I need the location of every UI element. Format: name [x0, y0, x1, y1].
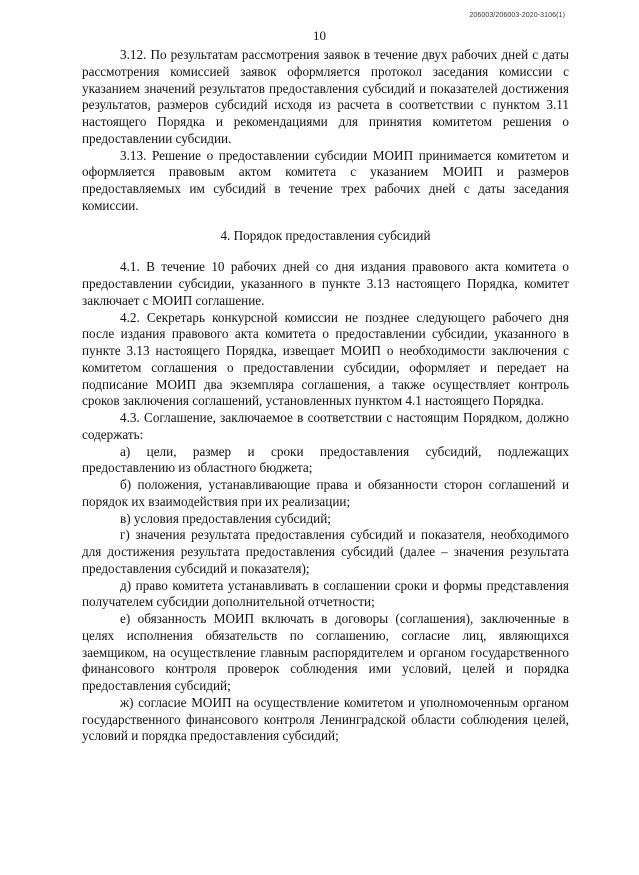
paragraph-4-3: 4.3. Соглашение, заключаемое в соответствии с настоящим Порядком, должно содержать: — [82, 410, 569, 442]
page-number: 10 — [313, 28, 326, 43]
list-item-e: е) обязанность МОИП включать в договоры (соглашения), заключенные в целях исполнения обязательств по соглашению, согласие лиц, являющихся заемщиком, на осуществление главным распорядителем и органом государственного финансового контроля проверок соблюдения ими условий, целей и порядка предоставления субсидий; — [82, 611, 569, 693]
document-id: 206003/206003-2020-3106(1) — [469, 12, 565, 19]
paragraph-3-13: 3.13. Решение о предоставлении субсидии МОИП принимается комитетом и оформляется правовым актом комитета с указанием МОИП и размеров предоставляемых им субсидий в течение трех рабочих дней с даты заседания комиссии. — [82, 147, 569, 213]
paragraph-4-2: 4.2. Секретарь конкурсной комиссии не позднее следующего рабочего дня после издания правового акта комитета о предоставлении субсидии, указанного в пункте 3.13 настоящего Порядка, извещает МОИП о необходимости заключения с комитетом соглашения о предоставлении субсидии, оформляет и передает на подписание МОИП два экземпляра соглашения, а также осуществляет контроль сроков заключения соглашений, установленных пунктом 4.1 настоящего Порядка. — [82, 309, 569, 409]
document-body — [82, 47, 569, 745]
paragraph-4-1: 4.1. В течение 10 рабочих дней со дня издания правового акта комитета о предоставлении субсидии, указанного в пункте 3.13 настоящего Порядка, комитет заключает с МОИП соглашение. — [82, 259, 569, 308]
list-item-a: а) цели, размер и сроки предоставления субсидий, подлежащих предоставлению из областного бюджета; — [82, 443, 569, 476]
section-heading: 4. Порядок предоставления субсидий — [220, 227, 431, 243]
list-item-d: д) право комитета устанавливать в соглашении сроки и формы представления получателем субсидии дополнительной отчетности; — [82, 577, 569, 610]
list-item-g: г) значения результата предоставления субсидий и показателя, необходимого для достижения результата предоставления субсидий (далее – значения результата предоставления субсидий и показателя); — [82, 527, 569, 576]
list-item-b: б) положения, устанавливающие права и обязанности сторон соглашений и порядок их взаимодействия при их реализации; — [82, 477, 569, 509]
paragraph-3-12: 3.12. По результатам рассмотрения заявок в течение двух рабочих дней с даты рассмотрения комиссией заявок оформляется протокол заседания комиссии с указанием значений результатов предоставления субсидий и показателей достижения результатов, размеров субсидий исходя из расчета в соответствии с пунктом 3.11 настоящего Порядка и рекомендациями для принятия комитетом решения о предоставлении субсидии. — [82, 47, 569, 146]
list-item-zh: ж) согласие МОИП на осуществление комитетом и уполномоченным органом государственного финансового контроля Ленинградской области соблюдения целей, условий и порядка предоставления субсидий; — [82, 694, 569, 744]
list-item-v: в) условия предоставления субсидий; — [120, 510, 331, 526]
